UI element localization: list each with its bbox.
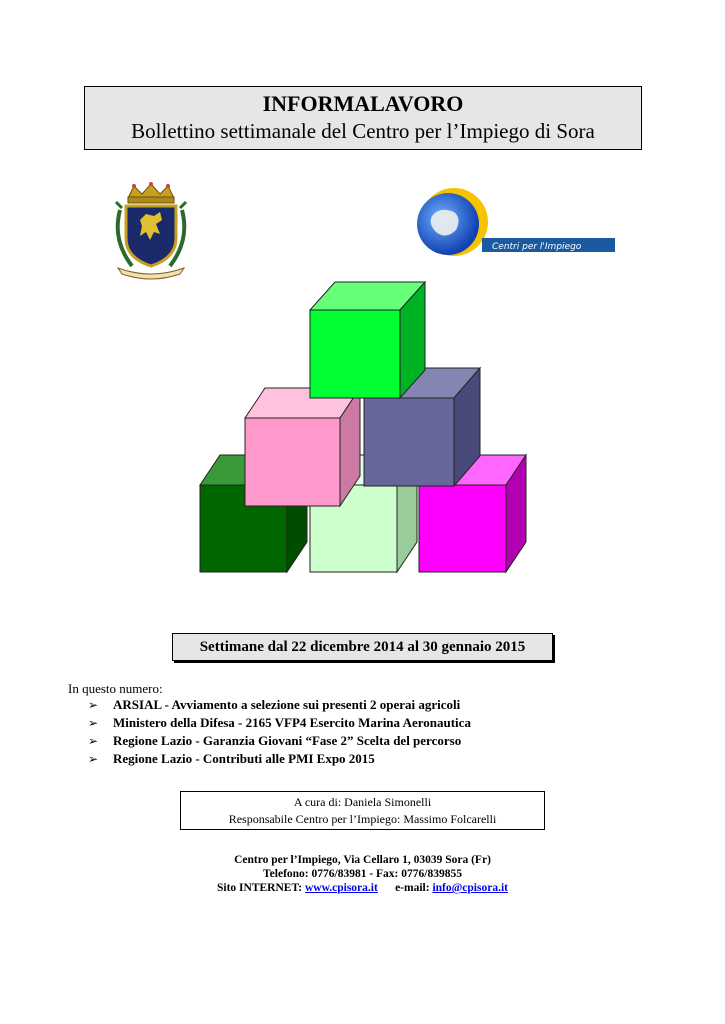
site-label: Sito INTERNET: bbox=[217, 882, 303, 894]
page-title: INFORMALAVORO bbox=[262, 91, 464, 116]
list-item: ➢ Ministero della Difesa - 2165 VFP4 Esercito Marina Aeronautica bbox=[88, 715, 471, 730]
contents-list bbox=[88, 696, 471, 768]
footer bbox=[0, 853, 725, 895]
page-subtitle: Bollettino settimanale del Centro per l’Impiego di Sora bbox=[131, 119, 595, 143]
arrow-bullet-icon: ➢ bbox=[88, 734, 99, 748]
arrow-bullet-icon: ➢ bbox=[88, 698, 99, 712]
footer-phone: Telefono: 0776/83981 - Fax: 0776/839855 bbox=[263, 868, 462, 880]
cube-pink bbox=[245, 388, 360, 506]
curated-by: A cura di: Daniela Simonelli bbox=[293, 795, 432, 809]
list-item: ➢ Regione Lazio - Contributi alle PMI Expo 2015 bbox=[88, 751, 375, 766]
arrow-bullet-icon: ➢ bbox=[88, 752, 99, 766]
footer-address: Centro per l’Impiego, Via Cellaro 1, 03039 Sora (Fr) bbox=[234, 854, 491, 866]
arrow-bullet-icon: ➢ bbox=[88, 716, 99, 730]
site-link[interactable]: www.cpisora.it bbox=[304, 882, 378, 894]
provincia-crest-icon bbox=[110, 180, 192, 280]
editor-box bbox=[180, 791, 545, 830]
list-item: ➢ Regione Lazio - Garanzia Giovani “Fase 2” Scelta del percorso bbox=[88, 733, 462, 748]
cube-bright-green bbox=[310, 282, 425, 398]
centri-logo-text: Centri per l'Impiego bbox=[492, 242, 582, 252]
contents-intro: In questo numero: bbox=[68, 681, 163, 696]
email-link[interactable]: info@cpisora.it bbox=[432, 882, 508, 894]
stacked-cubes-illustration bbox=[195, 280, 540, 580]
list-item: ➢ ARSIAL - Avviamento a selezione sui presenti 2 operai agricoli bbox=[88, 697, 461, 712]
centri-impiego-logo-icon bbox=[410, 186, 615, 258]
footer-contacts bbox=[0, 881, 725, 895]
title-box bbox=[84, 86, 642, 150]
email-label: e-mail: bbox=[395, 882, 430, 894]
responsible: Responsabile Centro per l’Impiego: Massimo Folcarelli bbox=[228, 812, 497, 826]
period-banner: Settimane dal 22 dicembre 2014 al 30 gennaio 2015 bbox=[172, 633, 553, 661]
